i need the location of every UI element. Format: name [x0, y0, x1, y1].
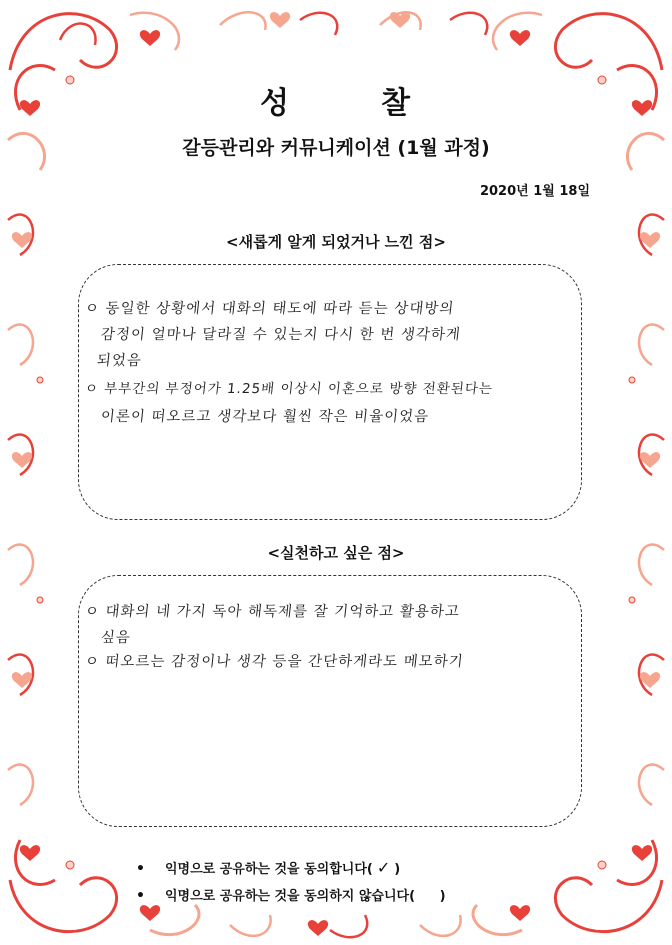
practice-line-2: 싶음	[100, 630, 132, 646]
practice-line-3: ㅇ 떠오르는 감정이나 생각 등을 간단하게라도 메모하기	[84, 654, 465, 670]
consent-disagree-checkmark	[415, 889, 440, 904]
consent-disagree-option[interactable]	[136, 885, 446, 904]
learned-line-3: 되었음	[96, 353, 143, 369]
learned-answer-box	[78, 264, 582, 520]
learned-line-1: ㅇ 동일한 상황에서 대화의 태도에 따라 듣는 상대방의	[84, 301, 456, 317]
practice-answer-box	[78, 575, 582, 827]
title-char-1: 성	[260, 86, 291, 121]
section-heading-practice: <실천하고 싶은 점>	[267, 544, 405, 562]
consent-disagree-close: )	[439, 889, 446, 904]
document-date: 2020년 1월 18일	[479, 184, 590, 199]
consent-agree-label: 익명으로 공유하는 것을 동의합니다(	[164, 862, 373, 877]
consent-agree-checkmark: ✓	[376, 858, 391, 877]
consent-agree-option[interactable]	[136, 858, 400, 877]
learned-line-4: ㅇ 부부간의 부정어가 1.25배 이상시 이혼으로 방향 전환된다는	[83, 381, 494, 397]
course-subtitle: 갈등관리와 커뮤니케이션 (1월 과정)	[182, 137, 490, 159]
section-heading-learned: <새롭게 알게 되었거나 느낀 점>	[226, 233, 446, 251]
learned-line-2: 감정이 얼마나 달라질 수 있는지 다시 한 번 생각하게	[100, 327, 462, 343]
consent-agree-close: )	[394, 862, 401, 877]
bullet-icon: •	[136, 861, 145, 877]
title-char-2: 찰	[381, 86, 412, 121]
practice-line-1: ㅇ 대화의 네 가지 독아 해독제를 잘 기억하고 활용하고	[84, 604, 461, 620]
consent-disagree-label: 익명으로 공유하는 것을 동의하지 않습니다(	[164, 889, 416, 904]
page-title	[0, 78, 672, 122]
bullet-icon: •	[136, 888, 145, 904]
learned-line-5: 이론이 떠오르고 생각보다 훨씬 작은 비율이었음	[100, 409, 430, 425]
